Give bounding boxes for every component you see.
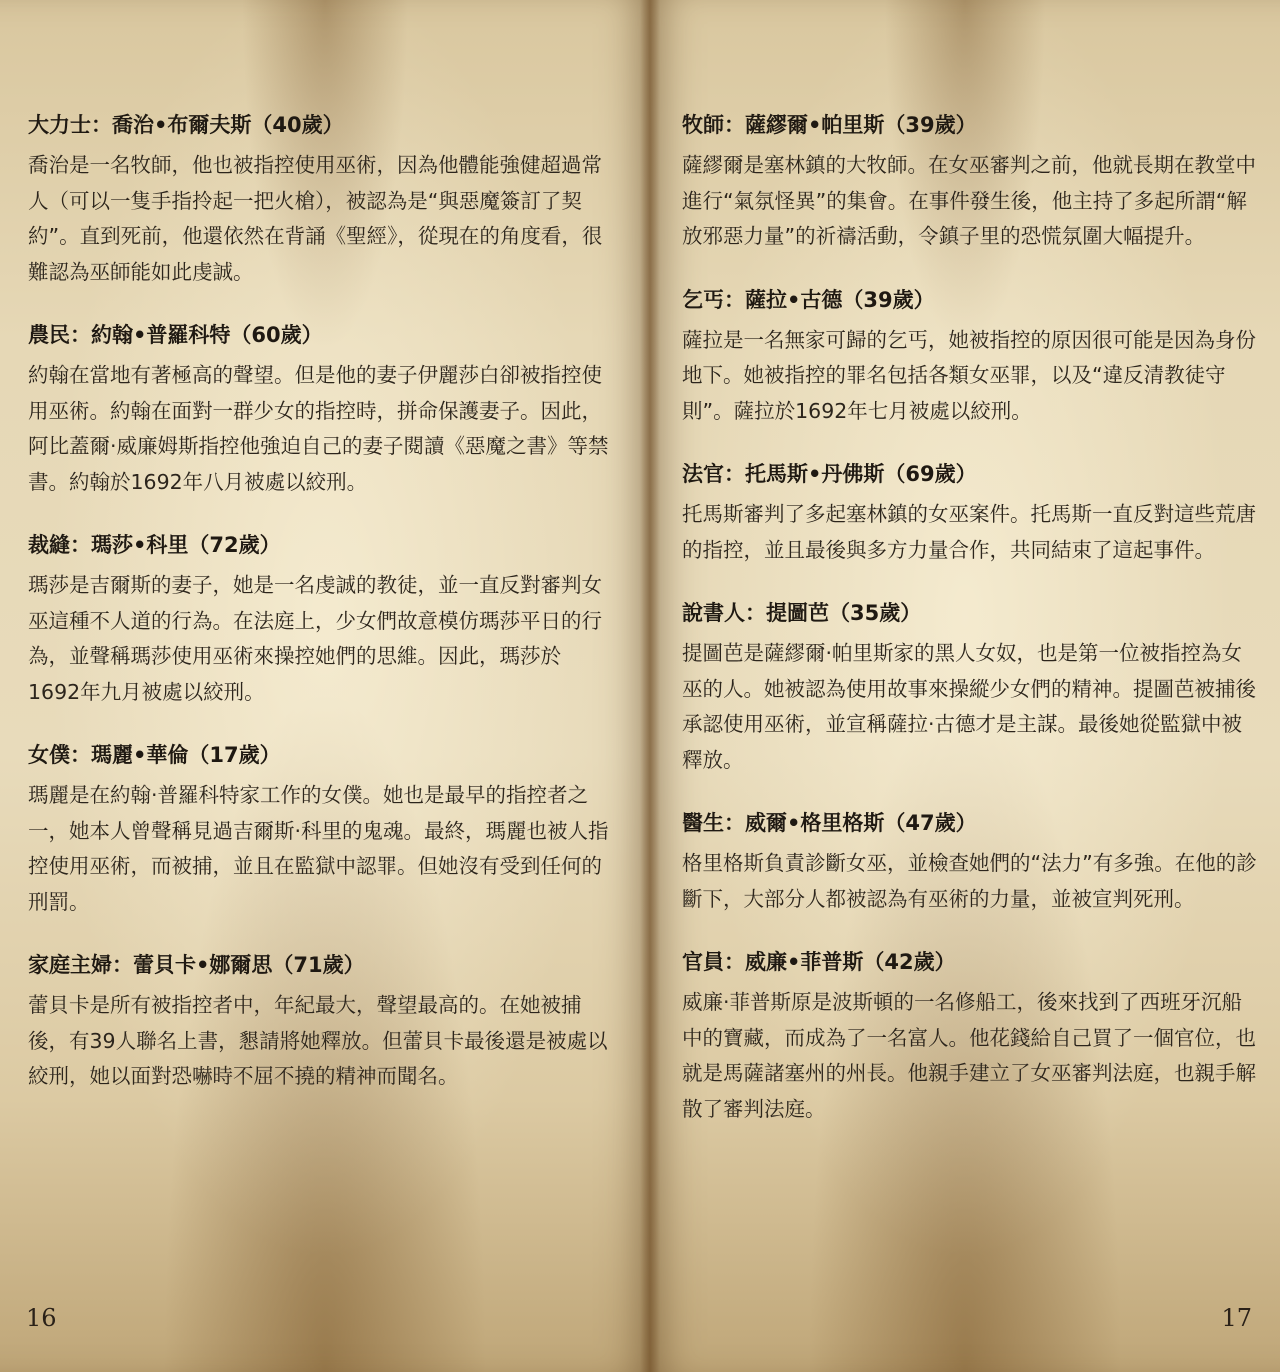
character-entry — [682, 457, 1262, 568]
character-description: 托馬斯審判了多起塞林鎮的女巫案件。托馬斯一直反對這些荒唐的指控，並且最後與多方力量合作，共同結束了這起事件。 — [682, 502, 1256, 562]
character-description: 薩拉是一名無家可歸的乞丐，她被指控的原因很可能是因為身份地下。她被指控的罪名包括各類女巫罪，以及“違反清教徒守則”。薩拉於1692年七月被處以絞刑。 — [682, 327, 1256, 423]
character-entry — [28, 948, 613, 1095]
character-entry — [28, 738, 613, 920]
character-heading: 農民：約翰•普羅科特（60歲） — [28, 323, 323, 347]
book-gutter — [640, 0, 660, 1372]
page-number-left: 16 — [26, 1304, 57, 1332]
character-heading: 女僕：瑪麗•華倫（17歲） — [28, 743, 281, 767]
page-number-right: 17 — [1221, 1304, 1252, 1332]
character-heading: 法官：托馬斯•丹佛斯（69歲） — [682, 462, 977, 486]
right-page-column — [682, 108, 1262, 1155]
character-heading: 家庭主婦：蕾貝卡•娜爾思（71歲） — [28, 953, 365, 977]
character-heading: 醫生：威爾•格里格斯（47歲） — [682, 811, 977, 835]
character-heading: 官員：威廉•菲普斯（42歲） — [682, 950, 956, 974]
character-entry — [28, 108, 613, 290]
character-heading: 裁縫：瑪莎•科里（72歲） — [28, 533, 281, 557]
character-heading: 說書人：提圖芭（35歲） — [682, 601, 922, 625]
character-heading: 大力士：喬治•布爾夫斯（40歲） — [28, 113, 344, 137]
character-entry — [28, 528, 613, 710]
character-entry — [682, 945, 1262, 1127]
character-description: 瑪莎是吉爾斯的妻子，她是一名虔誠的教徒，並一直反對審判女巫這種不人道的行為。在法庭上，少女們故意模仿瑪莎平日的行為，並聲稱瑪莎使用巫術來操控她們的思維。因此，瑪莎於1692年九月被處以絞刑。 — [28, 573, 602, 704]
character-heading: 乞丐：薩拉•古德（39歲） — [682, 287, 935, 312]
character-description: 提圖芭是薩繆爾·帕里斯家的黑人女奴，也是第一位被指控為女巫的人。她被認為使用故事來操縱少女們的精神。提圖芭被捕後承認使用巫術，並宣稱薩拉·古德才是主謀。最後她從監獄中被釋放。 — [682, 641, 1256, 772]
character-entry — [682, 806, 1262, 917]
character-description: 瑪麗是在約翰·普羅科特家工作的女僕。她也是最早的指控者之一，她本人曾聲稱見過吉爾斯·科里的鬼魂。最終，瑪麗也被人指控使用巫術，而被捕，並且在監獄中認罪。但她沒有受到任何的刑罰。 — [28, 783, 609, 914]
character-entry — [28, 318, 613, 500]
right-page — [650, 0, 1280, 1372]
left-page-column — [28, 108, 613, 1123]
character-entry — [682, 108, 1262, 255]
character-entry — [682, 596, 1262, 778]
character-description: 薩繆爾是塞林鎮的大牧師。在女巫審判之前，他就長期在教堂中進行“氣氛怪異”的集會。在事件發生後，他主持了多起所謂“解放邪惡力量”的祈禱活動，令鎮子里的恐慌氛圍大幅提升。 — [682, 153, 1256, 248]
character-description: 威廉·菲普斯原是波斯頓的一名修船工，後來找到了西班牙沉船中的寶藏，而成為了一名富人。他花錢給自己買了一個官位，也就是馬薩諸塞州的州長。他親手建立了女巫審判法庭，也親手解散了審判法庭。 — [682, 990, 1256, 1121]
character-description: 格里格斯負責診斷女巫，並檢查她們的“法力”有多強。在他的診斷下，大部分人都被認為有巫術的力量，並被宣判死刑。 — [682, 851, 1257, 911]
character-description: 喬治是一名牧師，他也被指控使用巫術，因為他體能強健超過常人（可以一隻手指拎起一把火槍），被認為是“與惡魔簽訂了契約”。直到死前，他還依然在背誦《聖經》，從現在的角度看，很難認為巫師能如此虔誠。 — [28, 153, 603, 284]
character-entry — [682, 283, 1262, 430]
character-description: 約翰在當地有著極高的聲望。但是他的妻子伊麗莎白卻被指控使用巫術。約翰在面對一群少女的指控時，拼命保護妻子。因此，阿比蓋爾·威廉姆斯指控他強迫自己的妻子閱讀《惡魔之書》等禁書。約翰於1692年八月被處以絞刑。 — [28, 363, 609, 494]
character-heading: 牧師：薩繆爾•帕里斯（39歲） — [682, 113, 977, 137]
character-description: 蕾貝卡是所有被指控者中，年紀最大，聲望最高的。在她被捕後，有39人聯名上書，懇請將她釋放。但蕾貝卡最後還是被處以絞刑，她以面對恐嚇時不屈不撓的精神而聞名。 — [28, 993, 608, 1088]
